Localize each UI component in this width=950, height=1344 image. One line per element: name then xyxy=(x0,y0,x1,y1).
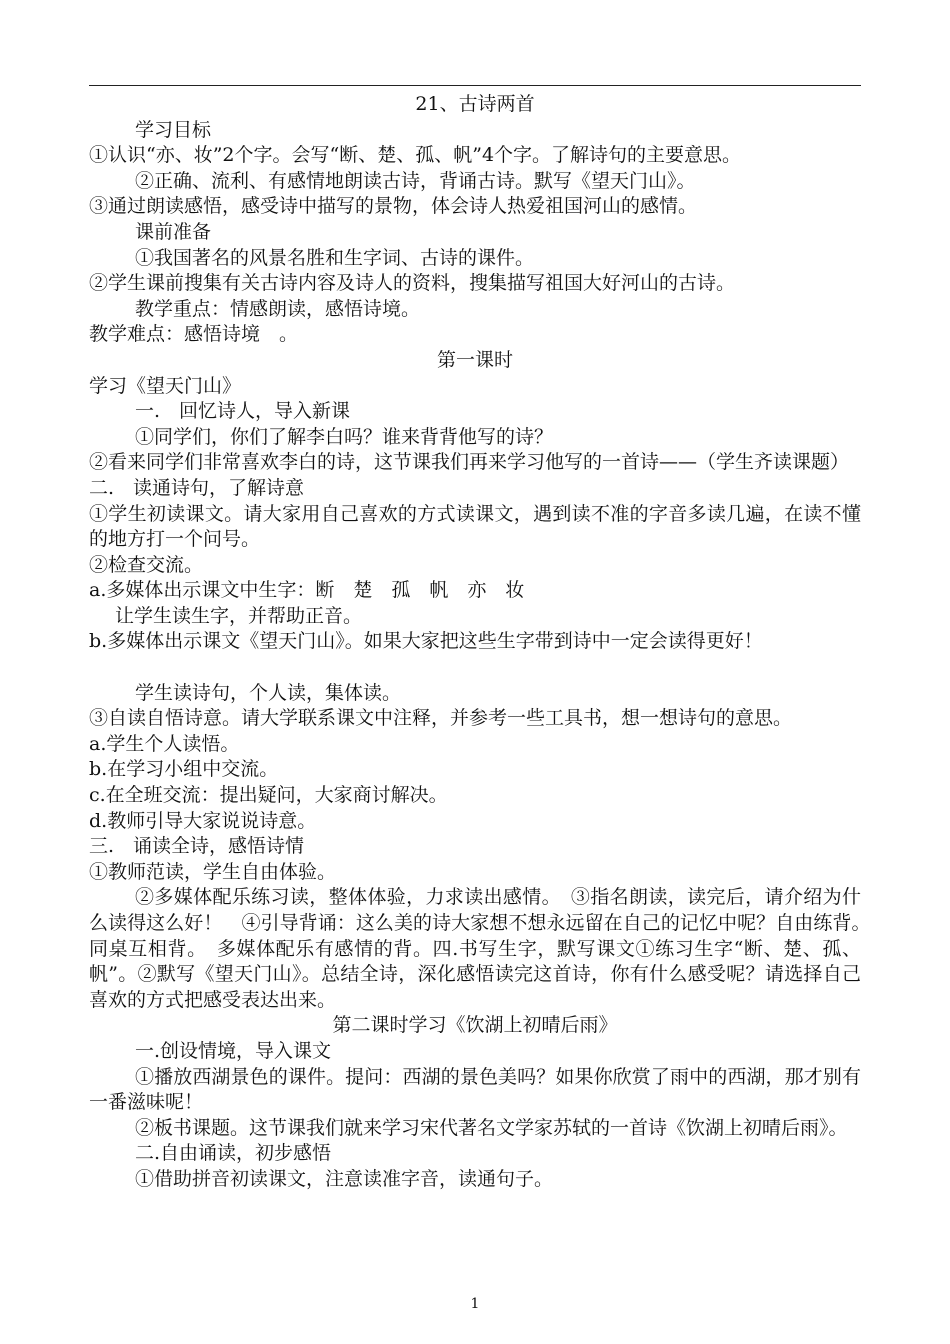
section-heading: 二.自由诵读，初步感悟 xyxy=(135,1142,332,1165)
paragraph: ①认识“亦、妆”2个字。会写“断、楚、孤、帆”4个字。了解诗句的主要意思。 xyxy=(89,144,742,167)
lesson-heading: 第一课时 xyxy=(436,348,513,371)
paragraph: d.教师引导大家说说诗意。 xyxy=(89,809,317,832)
paragraph: ②正确、流利、有感情地朗读古诗，背诵古诗。默写《望天门山》。 xyxy=(135,169,696,192)
paragraph: ③自读自悟诗意。请大学联系课文中注释，并参考一些工具书，想一想诗句的意思。 xyxy=(89,707,793,730)
lesson-heading: 第二课时学习《饮湖上初晴后雨》 xyxy=(332,1014,618,1037)
paragraph: ②多媒体配乐练习读，整体体验，力求读出感情。 ③指名朗读，读完后，请介绍为什么读得这么好！ ④引导背诵：这么美的诗大家想不想永远留在自己的记忆中呢？自由练背。 同桌互相背。 多媒体配乐有感情的背。四.书写生字，默写课文①练习生字“断、楚、孤、帆”。②默写《望天门山》。总结全诗，深化感悟读完这首诗，你有什么感受呢？请选择自己喜欢的方式把感受表达出来。 xyxy=(89,886,881,1011)
section-heading: 一.创设情境，导入课文 xyxy=(135,1039,332,1062)
paragraph: 学生读诗句，个人读，集体读。 xyxy=(135,681,402,704)
paragraph: ①教师范读，学生自由体验。 xyxy=(89,860,337,883)
paragraph: 让学生读生字，并帮助正音。 xyxy=(115,604,363,627)
paragraph: 教学重点：情感朗读，感悟诗境。 xyxy=(135,297,421,320)
paragraph: ②板书课题。这节课我们就来学习宋代著名文学家苏轼的一首诗《饮湖上初晴后雨》。 xyxy=(135,1116,848,1139)
document-body xyxy=(89,92,881,1193)
paragraph: a.多媒体出示课文中生字：断 楚 孤 帆 亦 妆 xyxy=(89,579,525,602)
paragraph: ①播放西湖景色的课件。提问：西湖的景色美吗？如果你欣赏了雨中的西湖，那才别有一番滋味呢！ xyxy=(89,1065,861,1114)
section-heading: 二. 读通诗句，了解诗意 xyxy=(89,476,305,499)
document-title: 21、古诗两首 xyxy=(415,93,535,115)
paragraph: b.多媒体出示课文《望天门山》。如果大家把这些生字带到诗中一定会读得更好！ xyxy=(89,630,763,653)
paragraph: ②检查交流。 xyxy=(89,553,204,576)
section-heading: 学习目标 xyxy=(135,118,212,141)
page-number: 1 xyxy=(470,1296,480,1312)
paragraph: ①借助拼音初读课文，注意读准字音，读通句子。 xyxy=(135,1167,554,1190)
paragraph: ①我国著名的风景名胜和生字词、古诗的课件。 xyxy=(135,246,535,269)
paragraph: ①同学们，你们了解李白吗？谁来背背他写的诗？ xyxy=(135,425,554,448)
paragraph: c.在全班交流：提出疑问，大家商讨解决。 xyxy=(89,784,448,807)
paragraph: ①学生初读课文。请大家用自己喜欢的方式读课文，遇到读不准的字音多读几遍，在读不懂的地方打一个问号。 xyxy=(89,502,861,551)
paragraph: ②学生课前搜集有关古诗内容及诗人的资料，搜集描写祖国大好河山的古诗。 xyxy=(89,272,736,295)
paragraph: a.学生个人读悟。 xyxy=(89,732,240,755)
section-heading: 三. 诵读全诗，感悟诗情 xyxy=(89,835,305,858)
paragraph: 学习《望天门山》 xyxy=(89,374,242,397)
header-rule xyxy=(89,85,861,86)
paragraph: ③通过朗读感悟，感受诗中描写的景物，体会诗人热爱祖国河山的感情。 xyxy=(89,195,698,218)
section-heading: 一. 回忆诗人，导入新课 xyxy=(135,400,351,423)
section-heading: 课前准备 xyxy=(135,220,212,243)
blank-line xyxy=(89,655,861,681)
paragraph: ②看来同学们非常喜欢李白的诗，这节课我们再来学习他写的一首诗——（学生齐读课题） xyxy=(89,451,850,474)
paragraph: b.在学习小组中交流。 xyxy=(89,758,279,781)
paragraph: 教学难点：感悟诗境 。 xyxy=(89,323,299,346)
